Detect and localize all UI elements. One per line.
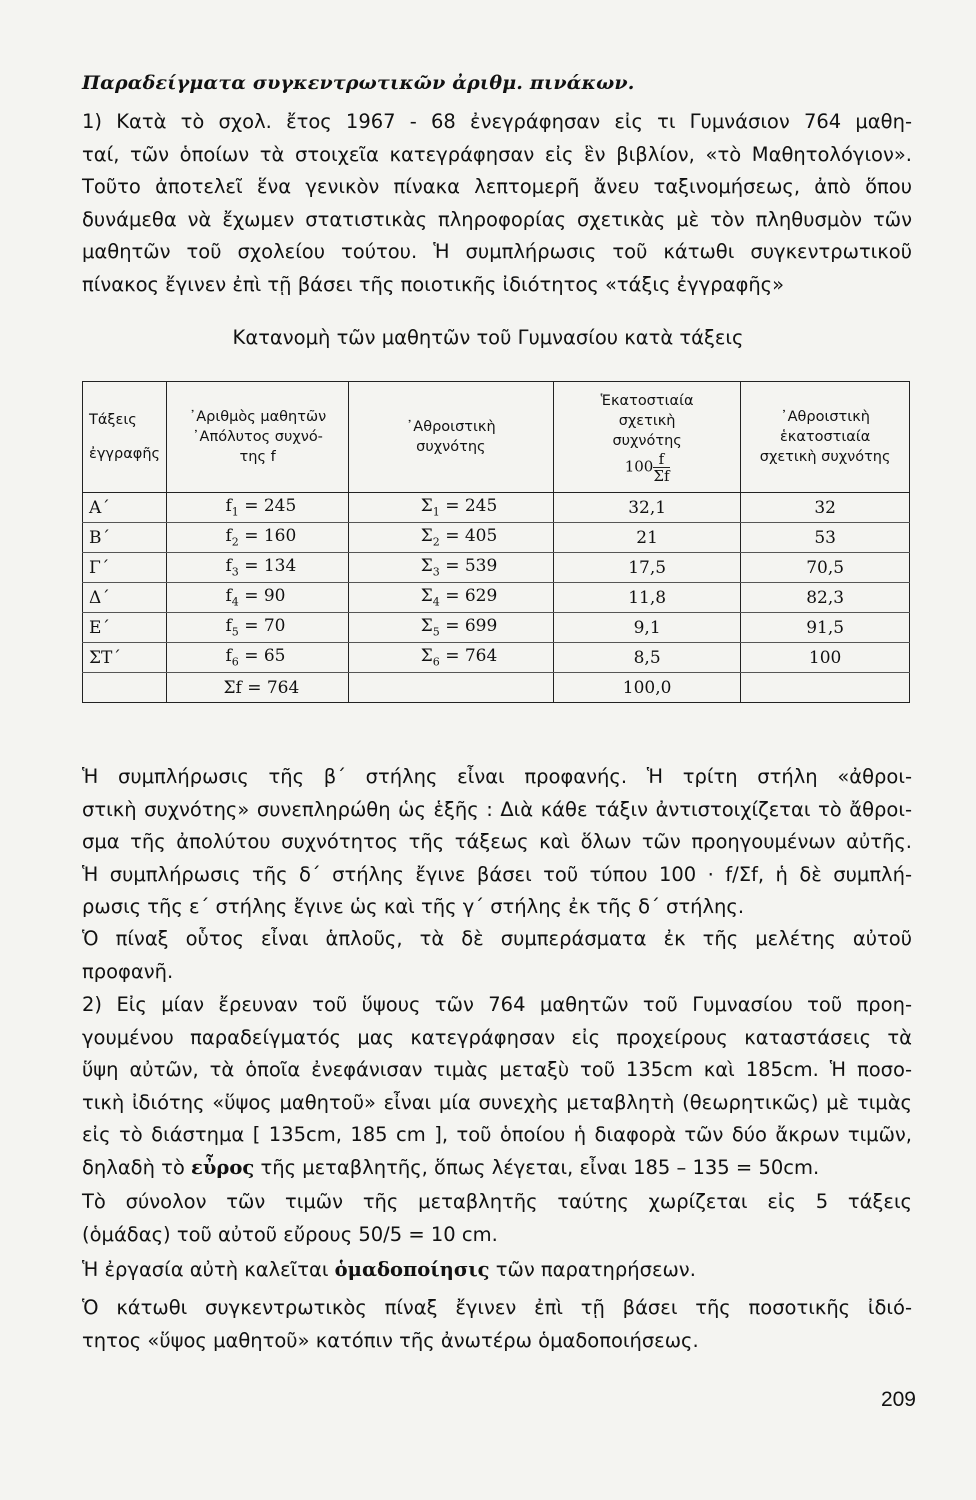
conclusion-paragraph (82, 923, 912, 988)
cell-percent: 8,5 (553, 643, 740, 673)
cell-sigma: $\Sigma_4 = 629$ (348, 583, 553, 613)
text-line: 2) Εἰς μίαν ἔρευναν τοῦ ὕψους τῶν 764 μαθητῶν τοῦ Γυμνασίου τοῦ προη- (82, 993, 912, 1016)
percent-formula (558, 451, 736, 484)
cell-total-f: Σf = 764 (167, 673, 348, 703)
text-line: Τοῦτο ἀποτελεῖ ἕνα γενικὸν πίνακα λεπτομερῆ ἄνευ ταξινομήσεως, ἀπὸ ὅπου (82, 175, 912, 198)
cell-f: $f_4 = 90$ (167, 583, 348, 613)
text-line: Ἡ ἐργασία αὐτὴ καλεῖται ὁμαδοποίησις τῶν παρατηρήσεων. (82, 1258, 696, 1281)
table-row (83, 613, 910, 643)
header-line: ἑκατοστιαία (779, 429, 871, 445)
text-line: (ὁμάδας) τοῦ αὐτοῦ εὔρους 50/5 = 10 cm. (82, 1222, 498, 1246)
header-line: Τάξεις (89, 412, 137, 428)
cell-empty (741, 673, 910, 703)
header-line: ᾿Απόλυτος συχνό- (192, 429, 323, 445)
header-absolute-frequency (167, 382, 348, 493)
header-line: ᾿Αθροιστικὴ (780, 409, 870, 425)
cell-percent: 21 (553, 523, 740, 553)
intro-paragraph (82, 106, 912, 301)
height-example-paragraph (82, 989, 912, 1184)
text-line: Ὁ κάτωθι συγκεντρωτικὸς πίναξ ἔγινεν ἐπὶ τῇ βάσει τῆς ποσοτικῆς ἰδιό- (82, 1296, 912, 1319)
formula-denominator: Σf (653, 466, 670, 485)
cell-class: Δ΄ (83, 583, 167, 613)
cell-class: ΣΤ΄ (83, 643, 167, 673)
cell-empty (83, 673, 167, 703)
table-row (83, 643, 910, 673)
table-caption: Κατανομὴ τῶν μαθητῶν τοῦ Γυμνασίου κατὰ τάξεις (232, 326, 744, 349)
cell-class: Β΄ (83, 523, 167, 553)
cell-class: Γ΄ (83, 553, 167, 583)
text-line: ὕψη αὐτῶν, τὰ ὁποῖα ἐνεφάνισαν τιμὰς μεταξὺ τοῦ 135cm καὶ 185cm. Ἡ ποσο- (82, 1058, 912, 1081)
cell-class: Ε΄ (83, 613, 167, 643)
cell-f: $f_3 = 134$ (167, 553, 348, 583)
table-header-row (83, 382, 910, 493)
explanation-paragraph (82, 761, 912, 924)
cell-percent: 9,1 (553, 613, 740, 643)
cell-cumulative-percent: 53 (741, 523, 910, 553)
cell-class: Α΄ (83, 493, 167, 523)
text-line: τικὴ ἰδιότης «ὕψος μαθητοῦ» εἶναι μία συνεχὴς μεταβλητὴ (θεωρητικῶς) μὲ τιμὰς (82, 1090, 912, 1114)
page-number: 209 (880, 1388, 916, 1411)
table-row (83, 523, 910, 553)
cell-cumulative-percent: 82,3 (741, 583, 910, 613)
cell-cumulative-percent: 70,5 (741, 553, 910, 583)
cell-total-percent: 100,0 (553, 673, 740, 703)
cell-cumulative-percent: 100 (741, 643, 910, 673)
section-heading: Παραδείγματα συγκεντρωτικῶν ἀριθμ. πινάκων. (82, 72, 635, 94)
table-total-row (83, 673, 910, 703)
text-line: Ὁ πίναξ οὗτος εἶναι ἁπλοῦς, τὰ δὲ συμπεράσματα ἐκ τῆς μελέτης αὐτοῦ (82, 927, 912, 950)
header-line: Ἑκατοστιαία (600, 392, 694, 409)
text-line: πίνακος ἔγινεν ἐπὶ τῇ βάσει τῆς ποιοτικῆς ἰδιότητος «τάξις ἐγγραφῆς» (82, 272, 785, 296)
text-line: ταί, τῶν ὁποίων τὰ στοιχεῖα κατεγράφησαν εἰς ἓν βιβλίον, «τὸ Μαθητολόγιον». (82, 142, 912, 166)
text-line: μαθητῶν τοῦ σχολείου τούτου. Ἡ συμπλήρωσις τοῦ κάτωθι συγκεντρωτικοῦ (82, 240, 912, 263)
text-line: δηλαδὴ τὸ εὖρος τῆς μεταβλητῆς, ὅπως λέγεται, εἶναι 185 – 135 = 50cm. (82, 1155, 820, 1179)
text-line: τητος «ὕψος μαθητοῦ» κατόπιν τῆς ἀνωτέρω ὁμαδοποιήσεως. (82, 1328, 699, 1352)
grouping-paragraph (82, 1254, 912, 1287)
header-line: ᾿Αθροιστικὴ (406, 419, 496, 435)
text-line: σμα τῆς ἀπολύτου συχνότητος τῆς τάξεως καὶ ὅλων τῶν προηγουμένων αὐτῆς. (82, 830, 912, 853)
cell-percent: 17,5 (553, 553, 740, 583)
cell-sigma: $\Sigma_6 = 764$ (348, 643, 553, 673)
cell-f: $f_1 = 245$ (167, 493, 348, 523)
text-line: γουμένου παραδείγματός μας κατεγράφησαν εἰς προχείρους καταστάσεις τὰ (82, 1025, 912, 1049)
header-percent-frequency (553, 382, 740, 493)
text-line: Ἡ συμπλήρωσις τῆς β΄ στήλης εἶναι προφανής. Ἡ τρίτη στήλη «ἀθροι- (82, 765, 912, 788)
classes-paragraph (82, 1186, 912, 1251)
cell-f: $f_5 = 70$ (167, 613, 348, 643)
cell-sigma: $\Sigma_3 = 539$ (348, 553, 553, 583)
text-line: Ἡ συμπλήρωσις τῆς δ΄ στήλης ἔγινε βάσει τοῦ τύπου 100 · f/Σf, ἡ δὲ συμπλή- (82, 862, 912, 886)
formula-prefix: 100 (624, 457, 654, 475)
cell-sigma: $\Sigma_1 = 245$ (348, 493, 553, 523)
header-class (83, 382, 167, 493)
header-line: συχνότης (612, 432, 682, 449)
header-line: της f (239, 449, 276, 465)
header-line: σχετικὴ συχνότης (759, 449, 891, 465)
text-line: δυνάμεθα νὰ ἔχωμεν στατιστικὰς πληροφορίας σχετικὰς μὲ τὸν πληθυσμὸν τῶν (82, 207, 912, 231)
term-grouping: ὁμαδοποίησις (334, 1258, 490, 1281)
cell-cumulative-percent: 91,5 (741, 613, 910, 643)
text-line: 1) Κατὰ τὸ σχολ. ἔτος 1967 - 68 ἐνεγράφησαν εἰς τι Γυμνάσιον 764 μαθη- (82, 110, 912, 133)
text-line: Τὸ σύνολον τῶν τιμῶν τῆς μεταβλητῆς ταύτης χωρίζεται εἰς 5 τάξεις (82, 1190, 912, 1213)
table-row (83, 583, 910, 613)
table-row (83, 493, 910, 523)
cell-sigma: $\Sigma_5 = 699$ (348, 613, 553, 643)
table-row (83, 553, 910, 583)
term-range: εὖρος (191, 1155, 255, 1179)
formula-numerator: f (653, 451, 669, 468)
cell-percent: 11,8 (553, 583, 740, 613)
header-line: σχετικὴ (618, 412, 676, 429)
cell-percent: 32,1 (553, 493, 740, 523)
cell-cumulative-percent: 32 (741, 493, 910, 523)
text-line: ρωσις τῆς ε΄ στήλης ἔγινε ὡς καὶ τῆς γ΄ στήλης ἐκ τῆς δ΄ στήλης. (82, 895, 745, 918)
text-line: στικὴ συχνότης» συνεπληρώθη ὡς ἑξῆς : Διὰ κάθε τάξιν ἀντιστοιχίζεται τὸ ἄθροι- (82, 797, 912, 821)
cell-sigma: $\Sigma_2 = 405$ (348, 523, 553, 553)
cell-empty (348, 673, 553, 703)
next-table-paragraph (82, 1292, 912, 1357)
header-line: συχνότης (416, 439, 486, 455)
cell-f: $f_2 = 160$ (167, 523, 348, 553)
formula-fraction (653, 451, 669, 484)
distribution-table (82, 381, 910, 703)
header-line: ᾿Αριθμὸς μαθητῶν (189, 409, 327, 425)
header-line: ἐγγραφῆς (89, 446, 161, 462)
header-cumulative-frequency (348, 382, 553, 493)
text-line: εἰς τὸ διάστημα [ 135cm, 185 cm ], τοῦ ὁποίου ἡ διαφορὰ τῶν δύο ἄκρων τιμῶν, (82, 1123, 912, 1146)
text-line: προφανῆ. (82, 959, 174, 983)
cell-f: $f_6 = 65$ (167, 643, 348, 673)
header-cumulative-percent (741, 382, 910, 493)
